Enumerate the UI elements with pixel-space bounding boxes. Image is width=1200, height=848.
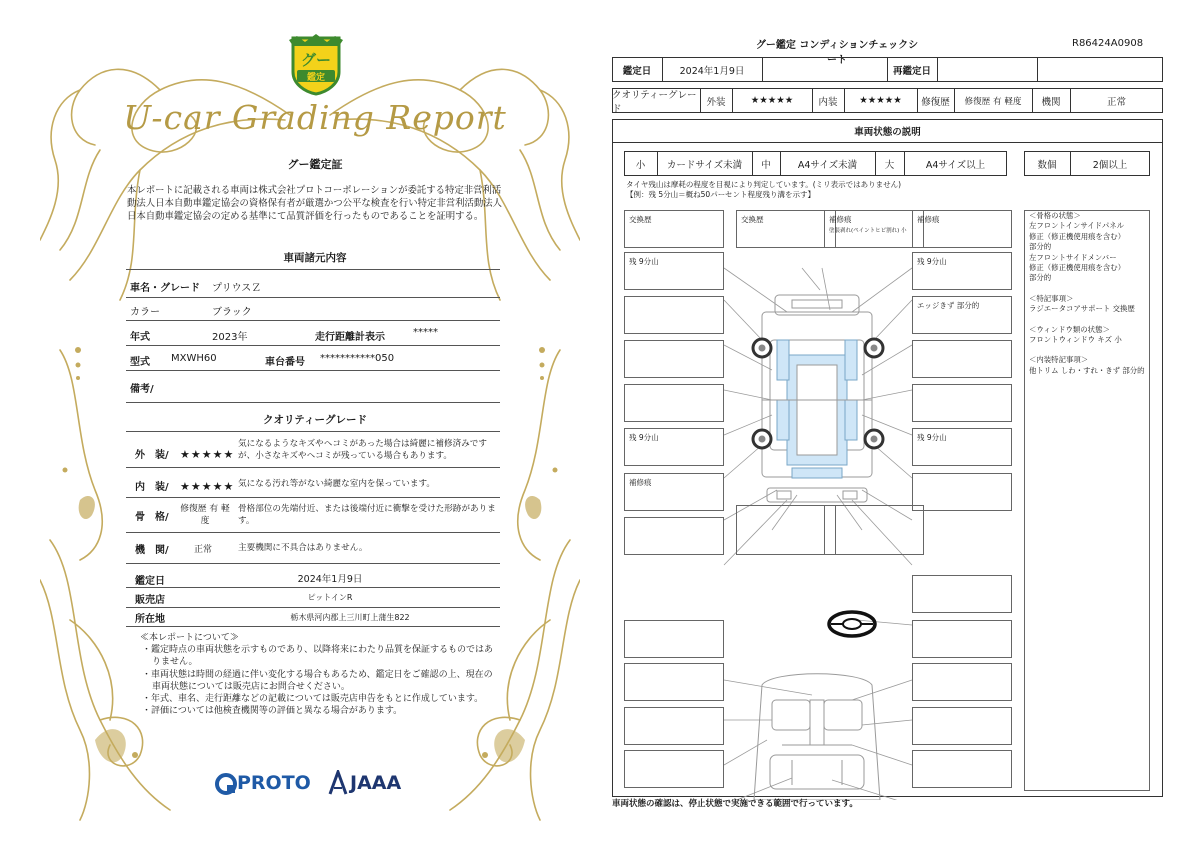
panel-tire-front-left: 残 9分山: [624, 252, 724, 290]
divider: [126, 320, 500, 321]
sheet-interior-label: 内装: [818, 96, 838, 108]
dealer-label: 販売店: [135, 595, 165, 606]
panel-left-4: [624, 340, 724, 378]
certificate-title: グー鑑定証: [287, 158, 343, 171]
certificate-statement: 本レポートに記載される車両は株式会社プロトコーポレーションが委託する特定非営利活動法人日本自動車鑑定協会の資格保有者が厳選かつ公平な検査を行い特定非営利活動法人日本自動車鑑定協会の定める基準にて品質評価を行ったものであることを証明する。: [127, 185, 503, 222]
sheet-interior-stars: ★★★★★: [859, 95, 902, 106]
jaaa-logo-icon: [328, 770, 348, 796]
panel-steering: [912, 575, 1012, 613]
jaaa-brand: JAAA: [350, 772, 402, 794]
divider: [126, 587, 500, 588]
condition-check-sheet: [612, 30, 1163, 830]
sheet-date-value: 2024年1月9日: [679, 65, 745, 77]
condition-line: 部分的: [1029, 242, 1052, 252]
panel-interior-right-4: [912, 750, 1012, 788]
size-mid-label: 中: [761, 159, 771, 171]
condition-line: フロントウィンドウ キズ 小: [1029, 335, 1122, 345]
dealer-value: ピットインR: [307, 593, 353, 602]
panel-tire-rear-left: 残 9分山: [624, 428, 724, 466]
panel-tire-front-right: 残 9分山: [912, 252, 1012, 290]
panel-interior-right-3: [912, 707, 1012, 745]
color-value: ブラック: [212, 307, 252, 318]
mileage-value: *****: [413, 327, 438, 338]
condition-line: ＜骨格の状態＞: [1029, 211, 1081, 220]
panel-rear-center-left: [736, 505, 836, 555]
logo-text-bottom: 鑑定: [306, 73, 326, 83]
exterior-label: 外 装/: [135, 450, 169, 461]
condition-line: [1025, 315, 1149, 325]
divider: [126, 563, 500, 564]
sheet-repair-label: 修復歴: [921, 96, 950, 108]
exterior-description: 気になるようなキズやヘコミがあった場合は綺麗に補修済みですが、小さなキズやヘコミが残っている場合もあります。: [238, 439, 487, 461]
sheet-repair-value: 修復歴 有 軽度: [964, 96, 1022, 107]
steering-wheel-icon: [829, 612, 875, 636]
tire-note: [626, 180, 901, 200]
panel-front-left-upper: 交換歴: [624, 210, 724, 248]
condition-line: ＜内装特記事項＞: [1029, 355, 1089, 365]
address-value: 栃木県河内郡上三川町上蒲生822: [290, 613, 410, 622]
panel-interior-left-3: [624, 707, 724, 745]
interior-description: 気になる汚れ等がない綺麗な室内を保っています。: [238, 479, 435, 489]
quality-heading: クオリティーグレード: [263, 414, 367, 426]
footer-note: 車両状態の確認は、停止状態で実施できる範囲で行っています。: [612, 799, 858, 809]
sheet-exterior-stars: ★★★★★: [750, 95, 794, 106]
divider: [126, 297, 500, 298]
condition-line: 修正（修正機使用痕を含む）: [1029, 263, 1126, 273]
tire-note-line: 【例：残 5分山＝概ね50パーセント程度残り溝を示す】: [626, 190, 816, 199]
divider: [126, 431, 500, 432]
note-item: ・評価については他検査機関等の評価と異なる場合があります。: [142, 706, 403, 717]
interior-stars: ★★★★★: [180, 480, 235, 493]
condition-line: ＜ウィンドウ類の状態＞: [1029, 324, 1110, 334]
condition-line: [1025, 284, 1149, 294]
divider: [126, 269, 500, 270]
sheet-date-label: 鑑定日: [622, 65, 652, 77]
appraisal-date-value: 2024年1月9日: [297, 574, 363, 585]
model-label: 型式: [130, 357, 150, 368]
divider: [126, 532, 500, 533]
frame-description: 骨格部位の先端付近、または後端付近に衝撃を受けた形跡があります。: [238, 504, 496, 526]
engine-label: 機 関/: [135, 545, 169, 556]
note-item: ・車両状態は時間の経過に伴い変化する場合もあるため、鑑定日をご確認の上、現在の車両状態については販売店にお問合せください。: [142, 669, 493, 692]
condition-line: ラジエータコアサポート 交換歴: [1029, 304, 1135, 314]
divider: [126, 402, 500, 403]
panel-rear-left-upper: 補修痕: [624, 473, 724, 511]
mileage-label: 走行距離計表示: [315, 332, 385, 343]
car-name-label: 車名・グレード: [130, 283, 200, 294]
size-mid-desc: A4サイズ未満: [797, 159, 858, 171]
sheet-engine-label: 機関: [1041, 96, 1061, 108]
panel-left-5: [624, 384, 724, 422]
condition-line: 部分的: [1029, 273, 1052, 283]
sheet-number: R86424A0908: [1072, 38, 1144, 49]
spec-heading: 車両諸元内容: [283, 252, 347, 264]
exterior-stars: ★★★★★: [180, 448, 235, 461]
color-label: カラー: [130, 307, 160, 318]
sheet-engine-value: 正常: [1106, 96, 1126, 108]
condition-line: 修正（修正機使用痕を含む）: [1029, 231, 1126, 241]
size-small-label: 小: [635, 159, 646, 171]
condition-line: 左フロントサイドメンバー: [1029, 252, 1117, 262]
report-notes: [140, 632, 500, 717]
divider: [126, 626, 500, 627]
size-small-desc: カードサイズ未満: [666, 159, 743, 171]
sheet-exterior-label: 外装: [706, 96, 726, 108]
year-value: 2023年: [212, 332, 248, 343]
goo-kantei-logo: [285, 32, 347, 96]
panel-interior-left-4: [624, 750, 724, 788]
engine-value: 正常: [194, 545, 213, 555]
tire-note-line: タイヤ残山は摩耗の程度を目視により判定しています。(ミリ表示ではありません): [626, 180, 902, 189]
car-name-value: プリウスＺ: [212, 283, 262, 294]
panel-right-5: [912, 384, 1012, 422]
condition-line: ＜特記事項＞: [1029, 293, 1074, 303]
panel-tire-rear-right: 残 9分山: [912, 428, 1012, 466]
size-large-label: 大: [884, 159, 895, 171]
proto-brand: PROTO: [237, 772, 311, 794]
appraisal-date-label: 鑑定日: [135, 576, 165, 587]
divider: [126, 497, 500, 498]
condition-line: 左フロントインサイドパネル: [1029, 221, 1125, 231]
note-item: ・鑑定時点の車両状態を示すものであり、以降将来にわたり品質を保証するものではありません。: [142, 645, 494, 668]
panel-left-3: [624, 296, 724, 334]
condition-notes-box: [1024, 210, 1150, 791]
panel-rear-left-lower: [624, 517, 724, 555]
notes-title: ≪本レポートについて≫: [140, 633, 239, 643]
condition-line: 他トリム しわ・すれ・きず 部分的: [1029, 365, 1145, 375]
panel-rear-center-right: [824, 505, 924, 555]
chassis-label: 車台番号: [265, 357, 305, 368]
panel-rear-right-upper: [912, 473, 1012, 511]
grading-certificate: [40, 20, 580, 835]
condition-heading: 車両状態の説明: [612, 119, 1163, 143]
reinspect-label: 再鑑定日: [892, 65, 931, 77]
chassis-value: ***********050: [320, 353, 395, 364]
panel-interior-right-1: [912, 620, 1012, 658]
logo-text-top: グー: [300, 51, 332, 69]
panel-front-center-right: 補修痕 塗装剥れ(ペイントヒビ割れ) 小: [824, 210, 924, 248]
remarks-label: 備考/: [130, 384, 154, 395]
divider: [126, 345, 500, 346]
condition-line: [1025, 345, 1149, 355]
frame-value: 修復歴 有 軽度: [180, 504, 230, 526]
interior-label: 内 装/: [135, 482, 169, 493]
quality-grade-label: クオリティーグレード: [612, 89, 697, 115]
panel-right-4: [912, 340, 1012, 378]
size-large-desc: A4サイズ以上: [925, 159, 986, 171]
divider: [126, 607, 500, 608]
report-title: U-car Grading Report: [123, 98, 507, 137]
panel-interior-left-1: [624, 620, 724, 658]
sheet-title: グー鑑定 コンディションチェックシート: [755, 40, 919, 66]
count-desc: 2個以上: [1092, 159, 1128, 171]
divider: [126, 467, 500, 468]
frame-label: 骨 格/: [135, 512, 169, 523]
panel-front-right-upper: 補修痕: [912, 210, 1012, 248]
panel-front-center-left: 交換歴: [736, 210, 836, 248]
divider: [126, 370, 500, 371]
panel-right-3: エッジきず 部分的: [912, 296, 1012, 334]
address-label: 所在地: [135, 614, 165, 625]
year-label: 年式: [130, 332, 150, 343]
note-item: ・年式、車名、走行距離などの記載については販売店申告をもとに作成しています。: [142, 694, 484, 705]
model-value: MXWH60: [171, 353, 217, 364]
engine-description: 主要機関に不具合はありません。: [238, 543, 368, 553]
panel-interior-right-2: [912, 663, 1012, 701]
proto-logo-icon: [215, 773, 237, 795]
count-label: 数個: [1037, 159, 1057, 171]
panel-interior-left-2: [624, 663, 724, 701]
